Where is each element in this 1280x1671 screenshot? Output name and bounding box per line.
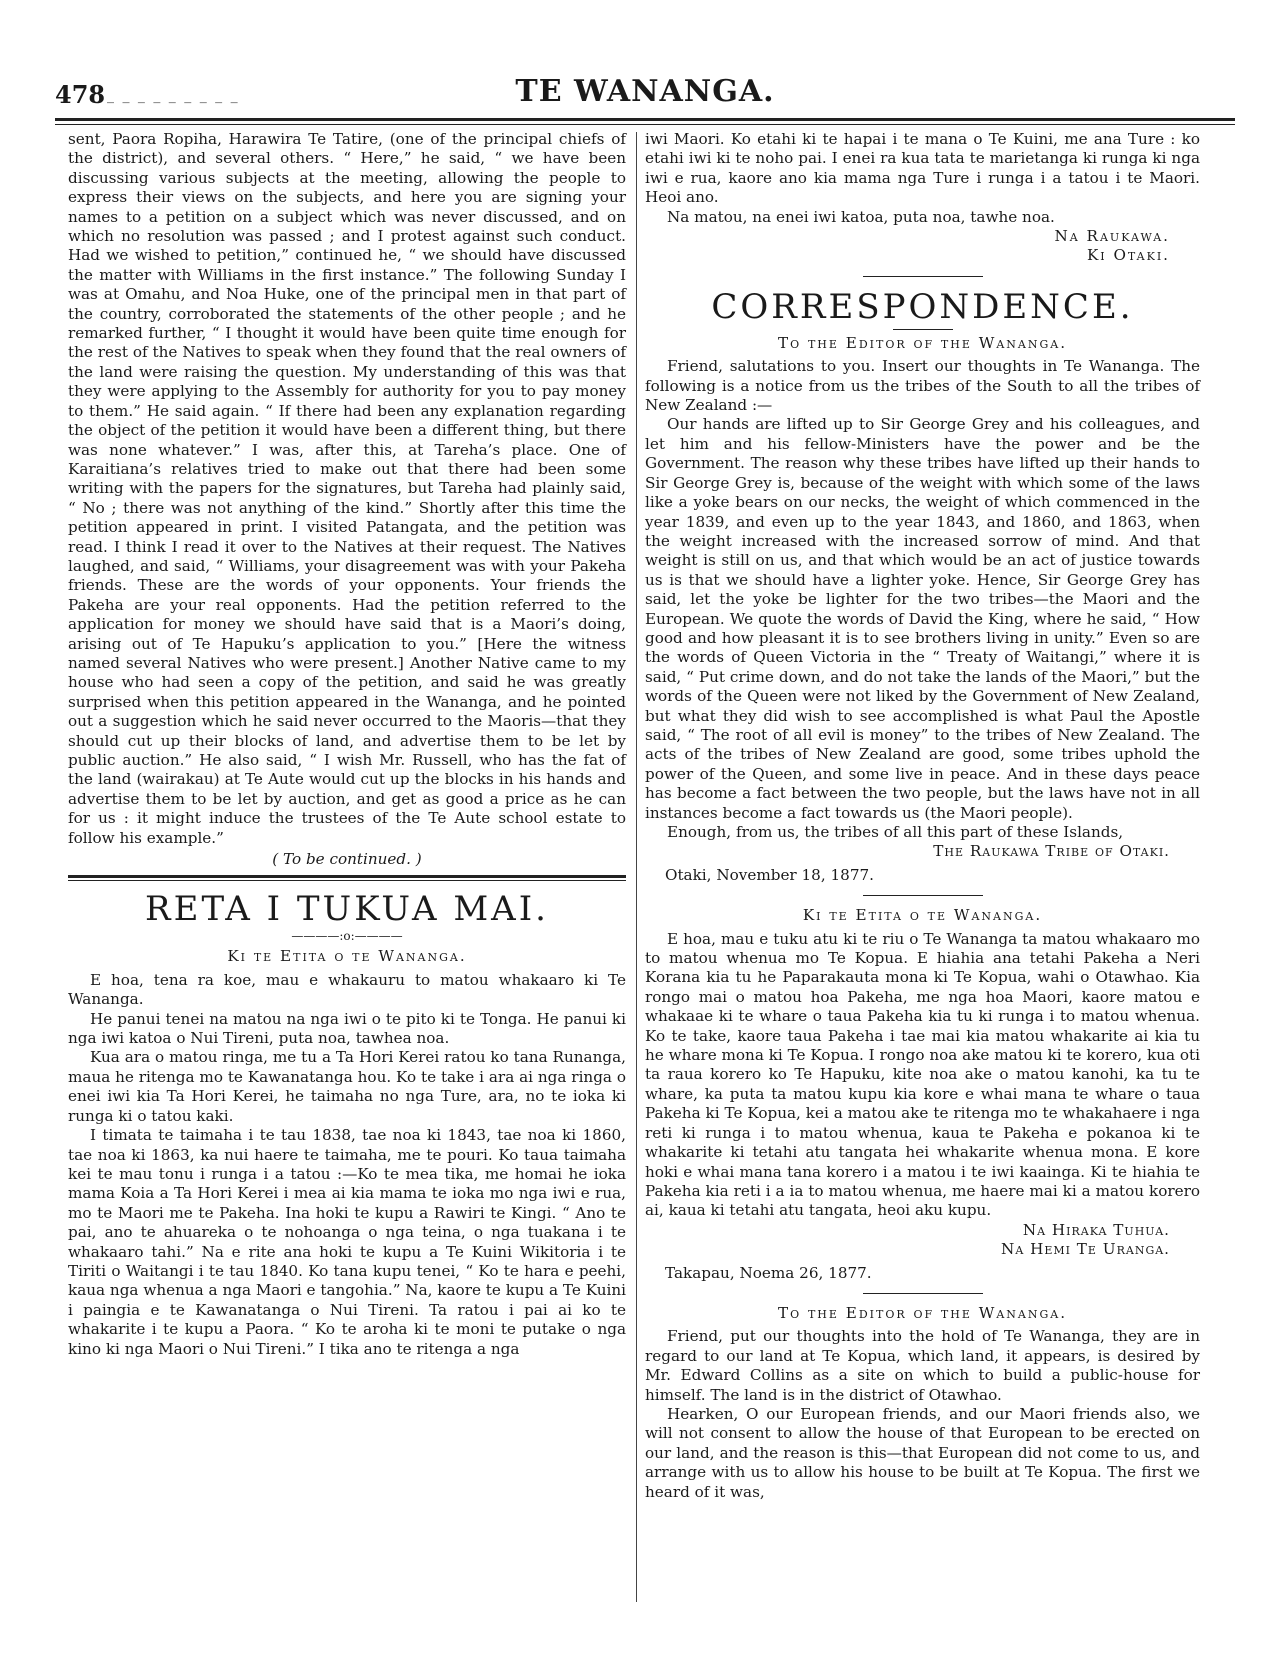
- short-divider: [863, 276, 983, 277]
- maori-letter-end: iwi Maori. Ko etahi ki te hapai i te mana o Te Kuini, me ana Ture : ko etahi iwi ki te noho pai. I enei ra kua tata te marietanga ki runga ki nga iwi e rua, kaore ano kia mama nga Ture i runga i a tatou i te Maori. Heoi ano.: [645, 130, 1200, 207]
- kopua-english-letter-1: Friend, put our thoughts into the hold of Te Wananga, they are in regard to our land at Te Kopua, which land, it appears, is desired by Mr. Edward Collins as a site on which to build a public-house for himself. The land is in the district of Otawhao.: [645, 1327, 1200, 1404]
- short-divider-3: [863, 1293, 983, 1294]
- header-rule-thick: [55, 118, 1235, 121]
- masthead-title: TE WANANGA.: [515, 74, 775, 109]
- article-continuation: sent, Paora Ropiha, Harawira Te Tatire, (one of the principal chiefs of the district), and several others. “ Here,” he said, “ we have been discussing various subjects at the meeting, allowing the people to express their views on the subjects, and here you are signing your names to a petition on a subject which was never discussed, and on which no resolution was passed ; and I protest against such conduct. Had we wished to petition,” continued he, “ we should have discussed the matter with Williams in the first instance.” The following Sunday I was at Omahu, and Noa Huke, one of the principal men in that part of the country, corroborated the statements of the other people ; and he remarked further, “ I thought it would have been quite time enough for the rest of the Natives to speak when they found that the real owners of the land were raising the question. My understanding of this was that they were applying to the Assembly for authority for you to pay money to them.” He said again. “ If there had been any explanation regarding the object of the petition it would have been a different thing, but there was none whatever.” I was, after this, at Tareha’s place. One of Karaitiana’s relatives tried to make out that there had been some writing with the papers for the signatures, but Tareha had plainly said, “ No ; there was not anything of the kind.” Shortly after this time the petition appeared in print. I visited Patangata, and the petition was read. I think I read it over to the Natives at their request. The Natives laughed, and said, “ Williams, your disagreement was with your Pakeha friends. These are the words of your opponents. Your friends the Pakeha are your real opponents. Had the petition referred to the application for money we should have said that is a Maori’s doing, arising out of Te Hapuku’s application to you.” [Here the witness named several Natives who were present.] Another Native came to my house who had seen a copy of the petition, and said he was greatly surprised when this petition appeared in the Wananga, and he pointed out a suggestion which he said never occurred to the Maoris—that they should cut up their blocks of land, and advertise them to be let by public auction.” He also said, “ I wish Mr. Russell, who has the fat of the land (wairakau) at Te Aute would cut up the blocks in his hands and advertise them to be let by auction, and get as good a price as he can for us : it might induce the trustees of the Te Aute school estate to follow his example.”: [68, 130, 626, 847]
- header-rule-thin: [55, 124, 1235, 125]
- signature-otaki: Ki Otaki.: [1086, 246, 1170, 265]
- reta-paragraph-2: He panui tenei na matou na nga iwi o te pito ki te Tonga. He panui ki nga iwi katoa o Nui Tireni, puta noa, tawhea noa.: [68, 1009, 626, 1048]
- maori-letter-closing: Na matou, na enei iwi katoa, puta noa, tawhe noa.: [667, 207, 1055, 226]
- to-be-continued: ( To be continued. ): [272, 850, 422, 869]
- right-column: [645, 130, 1200, 1502]
- editor-addressee-3: To the Editor of the Wananga.: [777, 1303, 1068, 1322]
- reta-addressee: Ki te Etita o te Wananga.: [227, 947, 467, 966]
- signature-hiraka-tuhua: Na Hiraka Tuhua.: [1022, 1220, 1170, 1239]
- kopua-english-letter-2: Hearken, O our European friends, and our Maori friends also, we will not consent to allow the house of that European to be erected on our land, and the reason is this—that European did not come to us, and arrange with us to allow his house to be built at Te Kopua. The first we heard of it was,: [645, 1404, 1200, 1501]
- editor-addressee-1: To the Editor of the Wananga.: [777, 333, 1068, 352]
- page-number: 478: [55, 80, 106, 109]
- english-letter-intro: Friend, salutations to you. Insert our thoughts in Te Wananga. The following is a notice from us the tribes of the South to all the tribes of New Zealand :—: [645, 357, 1200, 415]
- page-header: [55, 70, 1235, 120]
- short-divider-2: [863, 895, 983, 896]
- english-letter-closing: Enough, from us, the tribes of all this part of these Islands,: [667, 823, 1124, 841]
- dateline-otaki: Otaki, November 18, 1877.: [665, 865, 874, 884]
- kopua-maori-letter: E hoa, mau e tuku atu ki te riu o Te Wananga ta matou whakaaro mo to matou whenua mo Te Kopua. E hiahia ana tetahi Pakeha a Neri Korana kia tu he Paparakauta mona ki Te Kopua, wahi o Otawhao. Kia rongo mai o matou hoa Pakeha, me nga hoa Maori, kaore matou e whakaae ki te whare o taua Pakeha kia tu ki runga i to matou whenua. Ko te take, kaore taua Pakeha i tae mai kia matou whakarite ai kia tu he whare mona ki Te Kopua. I rongo noa ake matou ki te korero, kua oti ta raua korero ko Te Hapuku, kite noa ake o matou kanohi, ka tu te whare, ka puta ta matou kupu kia kore e whai mana te whare o taua Pakeha ki Te Kopua, kei a matou ake te ritenga mo te whakahaere i nga reti ki runga i to matou whenua, kaua te Pakeha e pokanoa ki te whakarite ki tetahi atu tangata hei whakarite whenua mona. E kore hoki e whai mana tana korero i a matou i te iwi kaainga. Ki te hiahia te Pakeha kia reti i a ia to matou whenua, me haere mai ki a matou korero ai, kaua ki tetahi atu tangata, heoi aku kupu.: [645, 929, 1200, 1220]
- column-divider: [636, 132, 637, 1602]
- correspondence-title: CORRESPONDENCE.: [711, 286, 1134, 327]
- editor-addressee-2: Ki te Etita o te Wananga.: [802, 906, 1043, 925]
- title-underline: [893, 329, 953, 330]
- reta-title: RETA I TUKUA MAI.: [145, 889, 549, 930]
- left-column: [68, 130, 626, 1359]
- reta-separator: ————:o:————: [291, 929, 403, 944]
- section-rule: [68, 875, 626, 881]
- reta-paragraph-3: Kua ara o matou ringa, me tu a Ta Hori Kerei ratou ko tana Runanga, maua he ritenga mo te Kawanatanga hou. Ko te take i ara ai nga ringa o enei iwi kia Ta Hori Kerei, he taimaha no nga Ture, ara, no te ioka ki runga ki o tatou kaki.: [68, 1048, 626, 1125]
- reta-paragraph-4: I timata te taimaha i te tau 1838, tae noa ki 1843, tae noa ki 1860, tae noa ki 1863, ka nui haere te taimaha, me te pouri. Ko taua taimaha kei te mau tonu i runga i a tatou :—Ko te mea tika, me homai he ioka mama Koia a Ta Hori Kerei i mea ai kia mama te ioka mo nga iwi e rua, mo te Maori me te Pakeha. Ina hoki te kupu a Rawiri te Kingi. “ Ano te pai, ano te ahuareka o te nohoanga o nga teina, o nga tuakana i te whakaaro tahi.” Na e rite ana hoki te kupu a Te Kuini Wikitoria i te Tiriti o Waitangi i te tau 1840. Ko tana kupu tenei, “ Ko te hara e peehi, kaua nga whenua a nga Maori e tangohia.” Na, kaore te kupu a Te Kuini i paingia e te Kawanatanga o Nui Tireni. Ta ratou i pai ai ko te whakarite i te kupu a Paora. “ Ko te aroha ki te moni te putake o nga kino ki nga Maori o Nui Tireni.” I tika ano te ritenga a nga: [68, 1126, 626, 1358]
- signature-raukawa: Na Raukawa.: [1054, 227, 1170, 246]
- english-letter-body: Our hands are lifted up to Sir George Grey and his colleagues, and let him and his fellow-Ministers have the power and be the Government. The reason why these tribes have lifted up their hands to Sir George Grey is, because of the weight with which some of the laws like a yoke bears on our necks, the weight of which commenced in the year 1839, and even up to the year 1843, and 1860, and 1863, when the weight increased with the increased sorrow of mind. And that weight is still on us, and that which would be an act of justice towards us is that we should have a lighter yoke. Hence, Sir George Grey has said, let the yoke be lighter for the two tribes—the Maori and the European. We quote the words of David the King, where he said, “ How good and how pleasant it is to see brothers living in unity.” Even so are the words of Queen Victoria in the “ Treaty of Waitangi,” where it is said, “ Put crime down, and do not take the lands of the Maori,” but the words of the Queen were not liked by the Government of New Zealand, but what they did wish to see accomplished is what Paul the Apostle said, “ The root of all evil is money” to the tribes of New Zealand. The acts of the tribes of New Zealand are good, some tribes uphold the power of the Queen, and some live in peace. And in these days peace has become a fact between the two people, but the laws have not in all instances become a fact towards us (the Maori people).: [645, 415, 1200, 822]
- page-number-dots: _ _ _ _ _ _ _ _ _: [107, 88, 240, 104]
- dateline-takapau: Takapau, Noema 26, 1877.: [665, 1263, 872, 1282]
- signature-raukawa-tribe: The Raukawa Tribe of Otaki.: [933, 842, 1170, 861]
- signature-hemi-te-uranga: Na Hemi Te Uranga.: [1001, 1240, 1170, 1259]
- reta-paragraph-1: E hoa, tena ra koe, mau e whakauru to matou whakaaro ki Te Wananga.: [68, 970, 626, 1009]
